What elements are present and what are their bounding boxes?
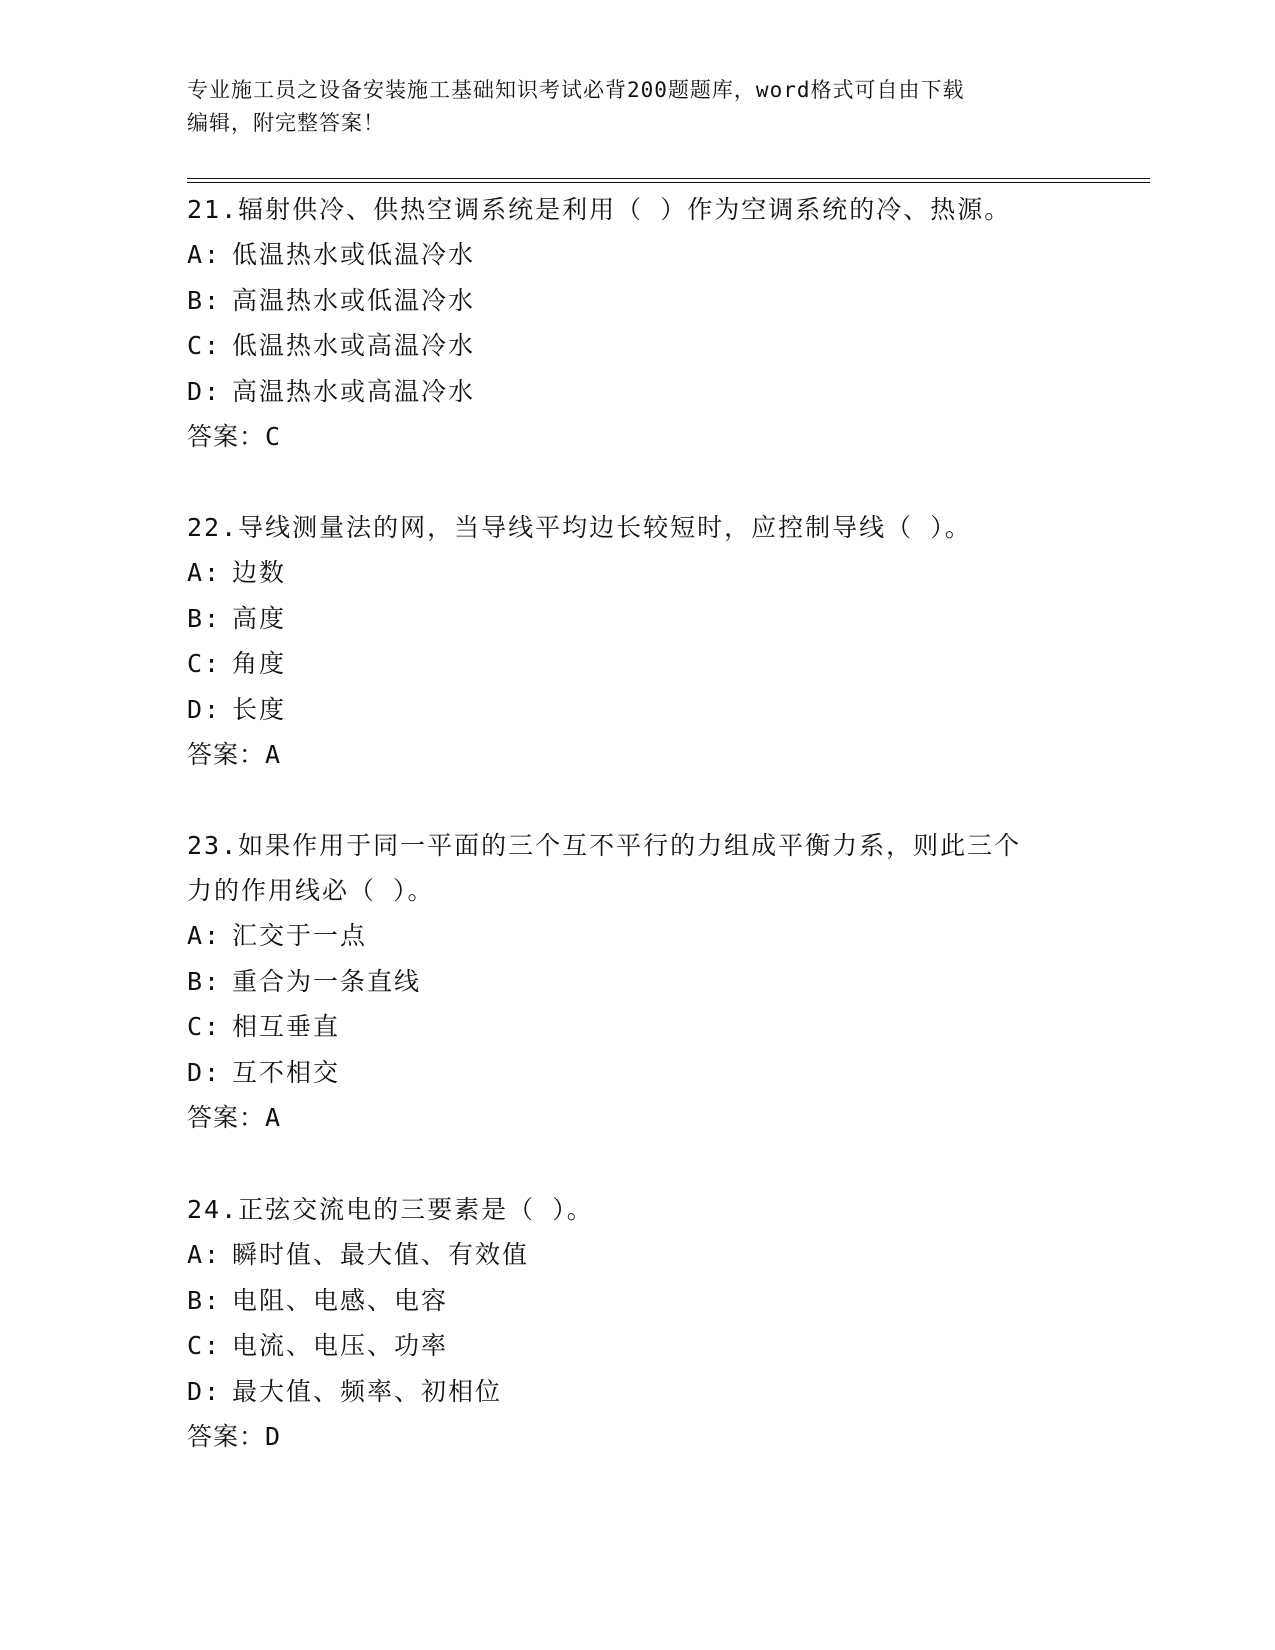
option-text: 相互垂直 <box>232 1012 341 1041</box>
option-text: 电流、电压、功率 <box>232 1331 449 1360</box>
option-text: 汇交于一点 <box>232 921 368 950</box>
option-c <box>187 1323 1087 1369</box>
answer-line <box>187 414 1087 459</box>
option-key: D: <box>187 376 222 406</box>
option-a <box>187 550 1087 596</box>
answer-line <box>187 1414 1087 1459</box>
answer-label: 答案： <box>187 1422 266 1451</box>
option-text: 边数 <box>232 558 287 587</box>
option-text: 低温热水或低温冷水 <box>232 240 476 269</box>
option-d <box>187 369 1087 415</box>
option-b <box>187 596 1087 642</box>
question-text: 22.导线测量法的网，当导线平均边长较短时，应控制导线（ ）。 <box>187 513 972 542</box>
option-key: C: <box>187 1331 222 1360</box>
option-key: B: <box>187 603 222 633</box>
option-text: 长度 <box>232 694 287 724</box>
answer-value: A <box>265 740 282 769</box>
option-key: A: <box>187 1240 222 1269</box>
answer-value: C <box>265 422 282 451</box>
document-header <box>187 74 1087 140</box>
option-key: B: <box>187 285 222 315</box>
option-a <box>187 913 1087 959</box>
answer-value: D <box>265 1422 282 1451</box>
option-key: D: <box>187 1376 222 1406</box>
option-text: 瞬时值、最大值、有效值 <box>232 1240 530 1269</box>
question-22 <box>187 505 1087 777</box>
option-d <box>187 1050 1087 1096</box>
answer-label: 答案： <box>187 422 266 451</box>
question-21 <box>187 187 1087 459</box>
answer-value: A <box>265 1103 282 1132</box>
option-text: 互不相交 <box>232 1057 341 1087</box>
option-text: 低温热水或高温冷水 <box>232 331 476 360</box>
question-text-line-1: 23.如果作用于同一平面的三个互不平行的力组成平衡力系，则此三个 <box>187 831 1022 860</box>
option-b <box>187 1278 1087 1324</box>
answer-line <box>187 1095 1087 1140</box>
option-c <box>187 641 1087 687</box>
header-divider-top <box>187 178 1150 179</box>
option-text: 角度 <box>232 649 287 678</box>
header-line-2: 编辑，附完整答案！ <box>187 111 385 135</box>
option-text: 电阻、电感、电容 <box>232 1285 449 1315</box>
option-c <box>187 323 1087 369</box>
question-24 <box>187 1187 1087 1459</box>
option-text: 高度 <box>232 603 287 633</box>
question-text: 24.正弦交流电的三要素是（ ）。 <box>187 1195 594 1224</box>
option-a <box>187 232 1087 278</box>
option-key: D: <box>187 694 222 724</box>
header-divider-bottom <box>187 182 1150 183</box>
option-key: A: <box>187 921 222 950</box>
option-text: 最大值、频率、初相位 <box>232 1376 503 1406</box>
option-b <box>187 959 1087 1005</box>
question-23 <box>187 823 1087 1140</box>
option-a <box>187 1232 1087 1278</box>
question-text-line-2: 力的作用线必（ ）。 <box>187 876 435 905</box>
answer-label: 答案： <box>187 740 266 769</box>
option-key: D: <box>187 1057 222 1087</box>
header-line-1: 专业施工员之设备安装施工基础知识考试必背200题题库，word格式可自由下载 <box>187 78 965 102</box>
option-text: 高温热水或低温冷水 <box>232 285 476 315</box>
question-text: 21.辐射供冷、供热空调系统是利用（ ）作为空调系统的冷、热源。 <box>187 195 1012 224</box>
option-text: 高温热水或高温冷水 <box>232 376 476 406</box>
option-key: A: <box>187 558 222 587</box>
option-b <box>187 278 1087 324</box>
option-d <box>187 1369 1087 1415</box>
option-c <box>187 1004 1087 1050</box>
option-key: B: <box>187 966 222 996</box>
option-key: A: <box>187 240 222 269</box>
answer-label: 答案： <box>187 1103 266 1132</box>
option-d <box>187 687 1087 733</box>
option-key: C: <box>187 649 222 678</box>
option-key: B: <box>187 1285 222 1315</box>
option-key: C: <box>187 1012 222 1041</box>
answer-line <box>187 732 1087 777</box>
option-key: C: <box>187 331 222 360</box>
option-text: 重合为一条直线 <box>232 966 422 996</box>
